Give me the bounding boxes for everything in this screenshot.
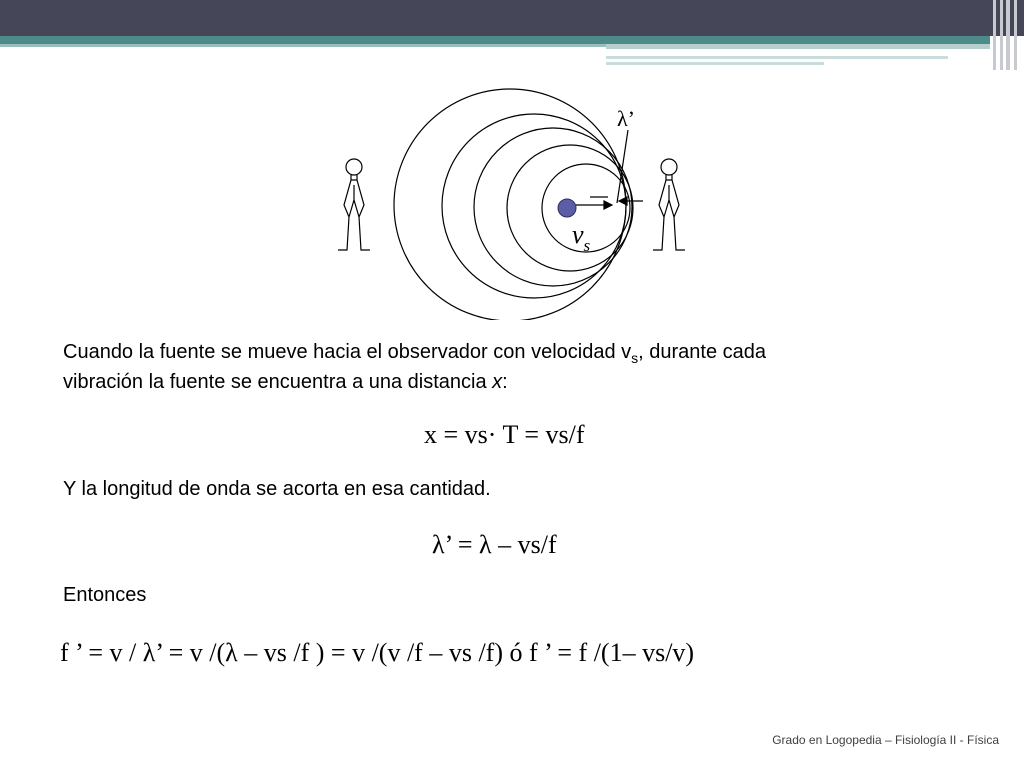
lambda-prime-label: λ’ <box>617 106 635 131</box>
slide-accent-line <box>606 56 948 59</box>
paragraph-moving-source: Cuando la fuente se mueve hacia el observador con velocidad $v_s$, durante cada <box>63 341 767 366</box>
slide-corner-stripes <box>990 0 1024 70</box>
slide-accent-line <box>606 62 824 65</box>
equation-wavelength: λ’ = λ – vs/f <box>432 530 557 559</box>
observer-right <box>653 159 685 250</box>
sound-source-dot <box>558 199 576 217</box>
lambda-prime-pointer <box>617 130 628 203</box>
doppler-diagram <box>330 85 700 320</box>
slide-accent-stripe <box>0 36 990 44</box>
slide-footer: Grado en Logopedia – Fisiología II - Física <box>772 733 999 747</box>
equation-distance: x = vs· T = vs/f <box>424 420 585 449</box>
slide-accent-line <box>606 44 990 49</box>
equation-frequency: f ’ = v / λ’ = v /(λ – vs /f ) = v /(v /f – vs /f) ó f ’ = f /(1– vs/v) <box>60 638 695 667</box>
paragraph-wavelength-shortens: Y la longitud de onda se acorta en esa cantidad. <box>63 478 491 500</box>
slide-top-bar <box>0 0 1024 36</box>
observer-left <box>338 159 370 250</box>
vs-label: $v_s$ <box>572 220 591 255</box>
slide-accent-line <box>0 44 606 47</box>
paragraph-entonces: Entonces <box>63 584 147 606</box>
wavefront-circle <box>442 114 626 298</box>
paragraph-distance: vibración la fuente se encuentra a una distancia x: <box>63 371 508 393</box>
